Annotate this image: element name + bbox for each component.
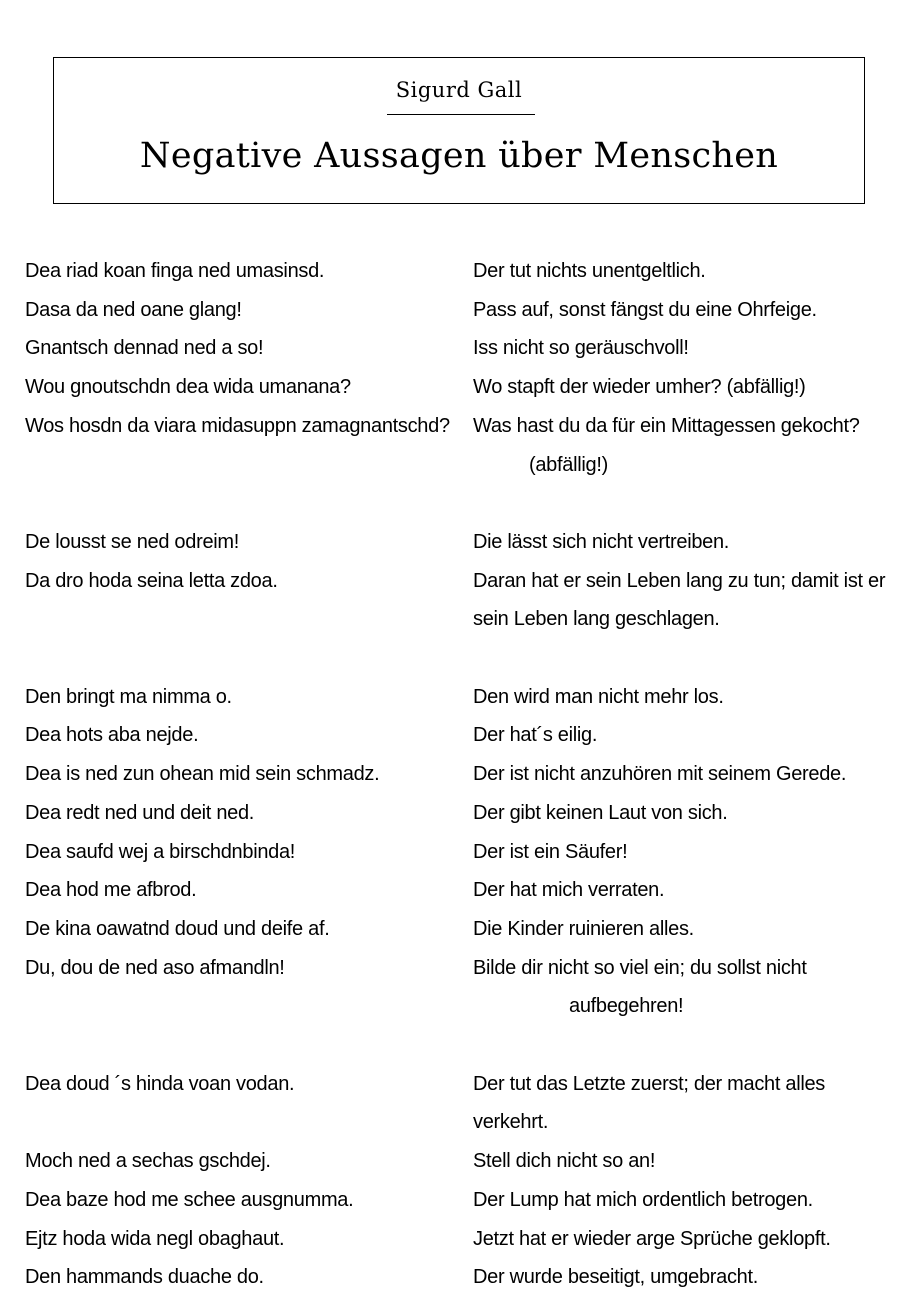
- german-translation: Der tut das Letzte zuerst; der macht alles verkehrt.: [473, 1072, 826, 1134]
- phrase-pair: [25, 1065, 895, 1142]
- dialect-phrase: Dasa da ned oane glang!: [25, 298, 242, 321]
- phrase-pair: [25, 833, 895, 872]
- dialect-phrase: Dea hod me afbrod.: [25, 879, 197, 902]
- section-gap: [25, 639, 895, 678]
- phrase-pair: [25, 329, 895, 368]
- german-translation: Der hat´s eilig.: [473, 724, 598, 747]
- phrase-pair: [25, 949, 895, 1026]
- german-translation: Der gibt keinen Laut von sich.: [473, 801, 728, 824]
- phrase-pair: [25, 910, 895, 949]
- dialect-phrase: Dea doud ´s hinda voan vodan.: [25, 1072, 295, 1095]
- dialect-phrase: Da dro hoda seina letta zdoa.: [25, 569, 278, 592]
- german-translation: Der hat mich verraten.: [473, 879, 665, 902]
- german-translation: Stell dich nicht so an!: [473, 1150, 656, 1173]
- dialect-phrase: Wou gnoutschdn dea wida umanana?: [25, 376, 351, 399]
- dialect-phrase: De lousst se ned odreim!: [25, 530, 240, 553]
- phrase-pair: [25, 523, 895, 562]
- phrase-pair: [25, 871, 895, 910]
- phrase-pair: [25, 1258, 895, 1297]
- german-translation: Was hast du da für ein Mittagessen gekocht? (abfällig!): [473, 414, 860, 476]
- german-translation: Pass auf, sonst fängst du eine Ohrfeige.: [473, 298, 817, 321]
- german-translation: Die Kinder ruinieren alles.: [473, 917, 694, 940]
- german-translation: Der tut nichts unentgeltlich.: [473, 260, 706, 282]
- german-translation: Der ist nicht anzuhören mit seinem Gerede.: [473, 763, 847, 786]
- dialect-phrase: Gnantsch dennad ned a so!: [25, 337, 264, 360]
- phrase-pair: [25, 794, 895, 833]
- phrase-pair: [25, 716, 895, 755]
- german-translation: Jetzt hat er wieder arge Sprüche geklopft.: [473, 1227, 831, 1250]
- section-gap: [25, 484, 895, 523]
- phrase-pair: [25, 562, 895, 639]
- dialect-phrase: Wos hosdn da viara midasuppn zamagnantschd?: [25, 414, 450, 437]
- phrase-list: [25, 252, 895, 1297]
- phrase-pair: [25, 755, 895, 794]
- author-name: Sigurd Gall: [395, 78, 523, 102]
- german-translation: Daran hat er sein Leben lang zu tun; damit ist er sein Leben lang geschlagen.: [473, 569, 886, 631]
- phrase-pair: [25, 252, 895, 291]
- dialect-phrase: Du, dou de ned aso afmandln!: [25, 956, 285, 979]
- german-translation: Der wurde beseitigt, umgebracht.: [473, 1266, 758, 1289]
- section-gap: [25, 1026, 895, 1065]
- dialect-phrase: Dea riad koan finga ned umasinsd.: [25, 260, 325, 282]
- german-translation: Die lässt sich nicht vertreiben.: [473, 530, 730, 553]
- dialect-phrase: Dea redt ned und deit ned.: [25, 801, 255, 824]
- phrase-pair: [25, 368, 895, 407]
- dialect-phrase: Dea saufd wej a birschdnbinda!: [25, 840, 296, 863]
- dialect-phrase: Moch ned a sechas gschdej.: [25, 1150, 271, 1173]
- page-title: Negative Aussagen über Menschen: [139, 136, 779, 176]
- dialect-phrase: Den bringt ma nimma o.: [25, 685, 232, 708]
- phrase-pair: [25, 1181, 895, 1220]
- phrase-pair: [25, 1142, 895, 1181]
- german-translation: Der Lump hat mich ordentlich betrogen.: [473, 1188, 813, 1211]
- dialect-phrase: Ejtz hoda wida negl obaghaut.: [25, 1227, 285, 1250]
- dialect-phrase: Dea hots aba nejde.: [25, 724, 199, 747]
- dialect-phrase: De kina oawatnd doud und deife af.: [25, 917, 330, 940]
- dialect-phrase: Den hammands duache do.: [25, 1266, 264, 1289]
- author-underline: [387, 114, 535, 115]
- german-translation: Der ist ein Säufer!: [473, 840, 628, 863]
- german-translation: Wo stapft der wieder umher? (abfällig!): [473, 376, 806, 399]
- dialect-phrase: Dea is ned zun ohean mid sein schmadz.: [25, 763, 380, 786]
- german-translation: Bilde dir nicht so viel ein; du sollst nicht aufbegehren!: [473, 956, 807, 1018]
- header-box: [53, 57, 865, 204]
- phrase-pair: [25, 678, 895, 717]
- dialect-phrase: Dea baze hod me schee ausgnumma.: [25, 1188, 354, 1211]
- phrase-pair: [25, 1220, 895, 1259]
- german-translation: Iss nicht so geräuschvoll!: [473, 337, 689, 360]
- phrase-pair: [25, 291, 895, 330]
- german-translation: Den wird man nicht mehr los.: [473, 685, 724, 708]
- phrase-pair: [25, 407, 895, 484]
